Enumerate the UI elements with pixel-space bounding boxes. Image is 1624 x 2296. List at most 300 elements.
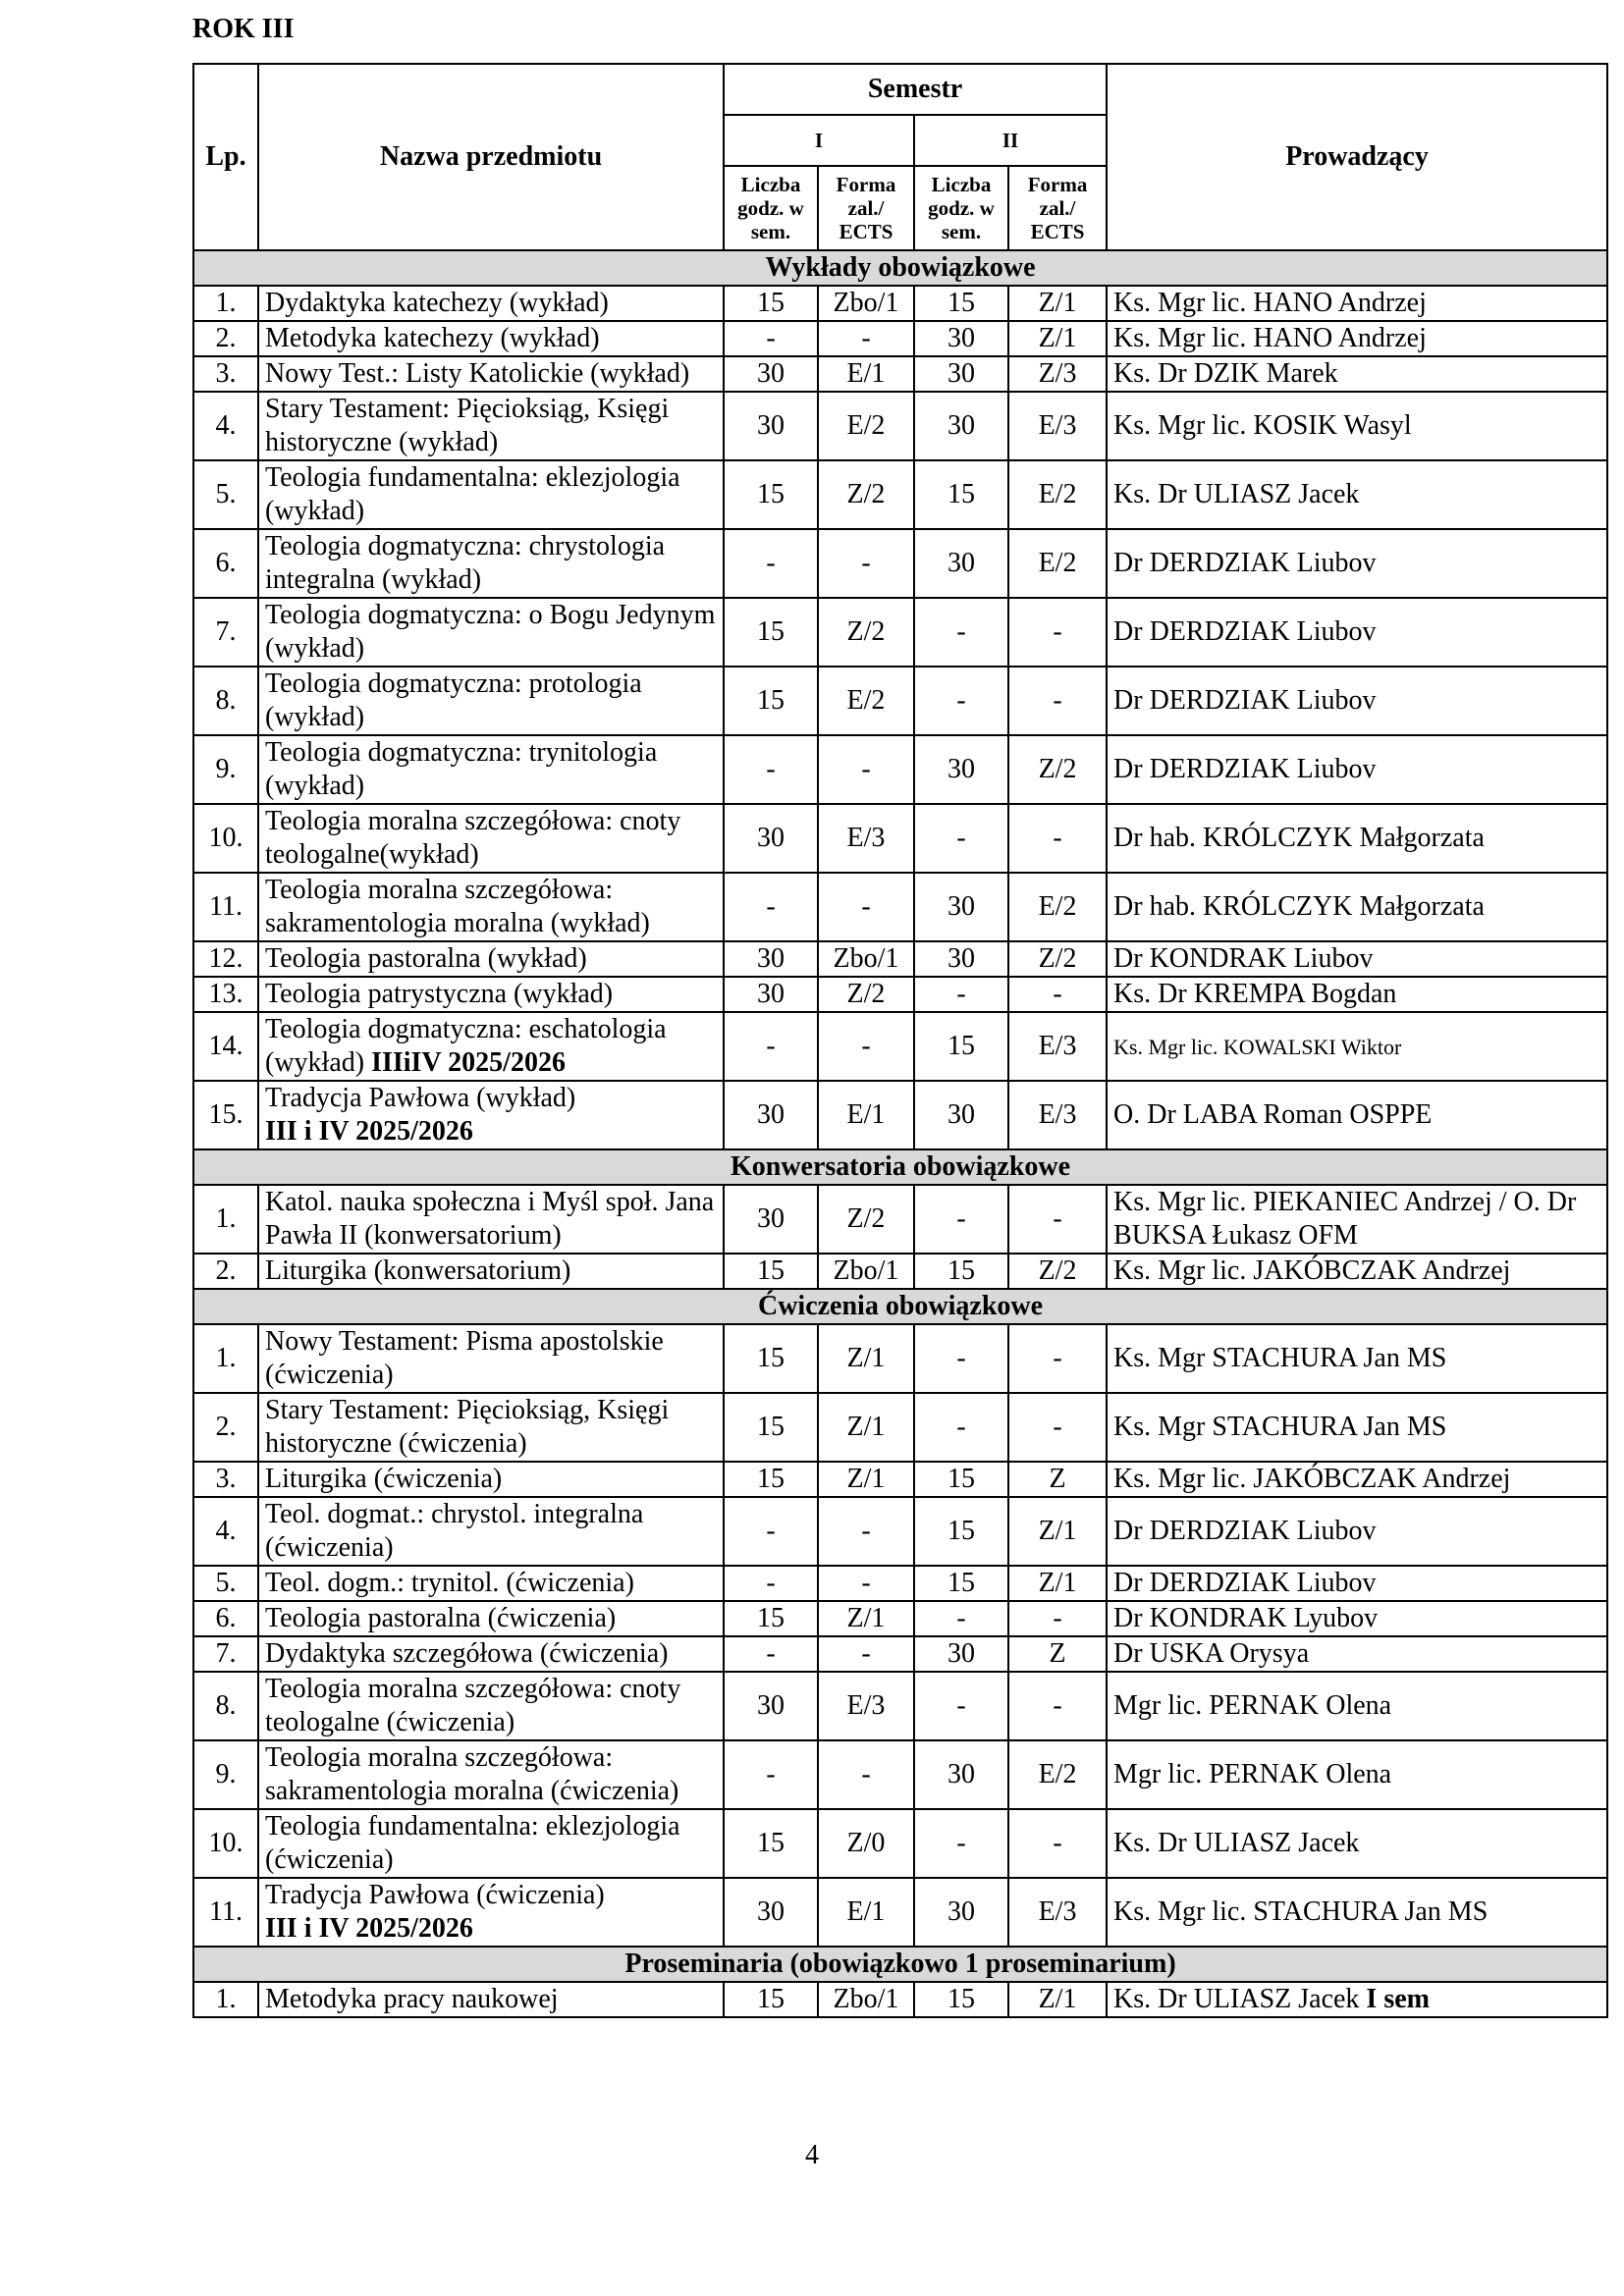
sem1-form: - [818, 1497, 914, 1566]
course-name-cell [258, 1012, 724, 1081]
header-semestr: Semestr [724, 64, 1107, 115]
course-name-cell [258, 1636, 724, 1672]
lecturer-cell [1107, 1185, 1607, 1254]
lecturer-cell [1107, 1324, 1607, 1393]
sem1-hours: - [724, 321, 818, 356]
table-row [193, 1324, 1607, 1393]
sem2-form: - [1008, 804, 1107, 873]
sem2-form: Z [1008, 1462, 1107, 1497]
sem2-hours: - [914, 1809, 1008, 1878]
lecturer-cell [1107, 1393, 1607, 1462]
sem2-hours: 30 [914, 873, 1008, 941]
sem2-form: Z [1008, 1636, 1107, 1672]
table-row [193, 286, 1607, 321]
sem1-form: Z/2 [818, 460, 914, 529]
sem1-form: Z/1 [818, 1324, 914, 1393]
sem2-hours: - [914, 1601, 1008, 1636]
course-name-cell [258, 321, 724, 356]
course-name-cell [258, 1185, 724, 1254]
lecturer-name: Dr DERDZIAK Liubov [1113, 1516, 1377, 1546]
lecturer-name: Ks. Mgr lic. PIEKANIEC Andrzej / O. Dr BUKSA Łukasz OFM [1113, 1187, 1577, 1251]
course-name-cell [258, 667, 724, 735]
sem2-form: - [1008, 598, 1107, 667]
sem1-form: E/3 [818, 1672, 914, 1740]
lecturer-name: Ks. Dr ULIASZ Jacek [1113, 479, 1360, 509]
table-row [193, 1462, 1607, 1497]
lecturer-cell [1107, 1740, 1607, 1809]
lecturer-cell [1107, 1672, 1607, 1740]
row-number: 14. [193, 1012, 258, 1081]
table-row [193, 356, 1607, 392]
course-name: Teologia moralna szczegółowa: cnoty teologalne(wykład) [265, 806, 681, 870]
lecturer-name: Ks. Mgr lic. STACHURA Jan MS [1113, 1896, 1489, 1927]
row-number: 11. [193, 873, 258, 941]
lecturer-cell [1107, 529, 1607, 598]
header-sem-1: I [724, 115, 914, 166]
table-row [193, 941, 1607, 977]
lecturer-name: Dr hab. KRÓLCZYK Małgorzata [1113, 891, 1485, 922]
table-row [193, 1740, 1607, 1809]
table-row [193, 873, 1607, 941]
lecturer-name: Dr KONDRAK Lyubov [1113, 1603, 1379, 1633]
lecturer-note: I sem [1366, 1984, 1430, 2014]
lecturer-cell [1107, 286, 1607, 321]
sem1-form: E/1 [818, 1878, 914, 1947]
sem1-hours: 15 [724, 460, 818, 529]
row-number: 9. [193, 735, 258, 804]
sem2-form: Z/2 [1008, 1254, 1107, 1289]
course-name-cell [258, 1566, 724, 1601]
lecturer-cell [1107, 941, 1607, 977]
lecturer-name: Ks. Mgr lic. HANO Andrzej [1113, 323, 1427, 353]
sem1-hours: - [724, 1566, 818, 1601]
lecturer-name: Dr DERDZIAK Liubov [1113, 754, 1377, 784]
course-name: Metodyka katechezy (wykład) [265, 323, 600, 353]
sem2-hours: - [914, 598, 1008, 667]
table-row [193, 392, 1607, 460]
course-name: Teologia moralna szczegółowa: sakramentologia moralna (ćwiczenia) [265, 1742, 679, 1806]
table-row [193, 1878, 1607, 1947]
lecturer-cell [1107, 1601, 1607, 1636]
sem1-hours: 15 [724, 1601, 818, 1636]
course-name: Tradycja Pawłowa (wykład) [265, 1083, 576, 1113]
course-name: Katol. nauka społeczna i Myśl społ. Jana Pawła II (konwersatorium) [265, 1187, 715, 1251]
sem2-hours: 15 [914, 1462, 1008, 1497]
section-title: Wykłady obowiązkowe [193, 250, 1607, 286]
lecturer-cell [1107, 1012, 1607, 1081]
row-number: 3. [193, 1462, 258, 1497]
sem2-form: - [1008, 1324, 1107, 1393]
row-number: 4. [193, 1497, 258, 1566]
sem2-hours: 30 [914, 735, 1008, 804]
course-name-cell [258, 941, 724, 977]
sem2-hours: 15 [914, 460, 1008, 529]
table-row [193, 1185, 1607, 1254]
lecturer-name: Ks. Dr ULIASZ Jacek [1113, 1984, 1360, 2014]
sem1-hours: - [724, 735, 818, 804]
lecturer-cell [1107, 598, 1607, 667]
course-years-note: III i IV 2025/2026 [265, 1913, 473, 1944]
sem2-hours: 30 [914, 529, 1008, 598]
course-name: Teologia dogmatyczna: protologia (wykład) [265, 668, 642, 732]
sem1-form: - [818, 1012, 914, 1081]
sem1-hours: 30 [724, 1081, 818, 1149]
row-number: 10. [193, 1809, 258, 1878]
header-forma-1: Forma zal./ ECTS [818, 166, 914, 250]
lecturer-cell [1107, 873, 1607, 941]
row-number: 10. [193, 804, 258, 873]
course-name: Dydaktyka katechezy (wykład) [265, 288, 609, 318]
sem1-form: - [818, 1636, 914, 1672]
course-name: Nowy Test.: Listy Katolickie (wykład) [265, 358, 690, 389]
course-name: Dydaktyka szczegółowa (ćwiczenia) [265, 1638, 669, 1669]
sem1-form: Z/2 [818, 1185, 914, 1254]
sem1-form: - [818, 1566, 914, 1601]
lecturer-name: Dr DERDZIAK Liubov [1113, 616, 1377, 647]
table-row [193, 1636, 1607, 1672]
sem1-form: E/1 [818, 1081, 914, 1149]
sem1-hours: - [724, 1636, 818, 1672]
lecturer-name: Ks. Mgr STACHURA Jan MS [1113, 1412, 1447, 1442]
header-liczba-1: Liczba godz. w sem. [724, 166, 818, 250]
table-row [193, 529, 1607, 598]
course-name-cell [258, 1982, 724, 2017]
sem2-form: Z/2 [1008, 941, 1107, 977]
sem1-hours: - [724, 1497, 818, 1566]
table-row [193, 1393, 1607, 1462]
sem1-hours: 30 [724, 1878, 818, 1947]
sem1-hours: 15 [724, 1254, 818, 1289]
sem2-form: Z/2 [1008, 735, 1107, 804]
sem1-form: E/2 [818, 667, 914, 735]
sem1-form: E/2 [818, 392, 914, 460]
course-name: Stary Testament: Pięcioksiąg, Księgi historyczne (ćwiczenia) [265, 1395, 670, 1459]
header-forma-2: Forma zal./ ECTS [1008, 166, 1107, 250]
lecturer-cell [1107, 1462, 1607, 1497]
sem1-form: - [818, 1740, 914, 1809]
sem1-form: Z/2 [818, 977, 914, 1012]
page-number: 4 [805, 2140, 819, 2170]
row-number: 5. [193, 1566, 258, 1601]
row-number: 1. [193, 1185, 258, 1254]
sem1-hours: 30 [724, 977, 818, 1012]
lecturer-cell [1107, 1809, 1607, 1878]
sem2-hours: - [914, 977, 1008, 1012]
lecturer-cell [1107, 735, 1607, 804]
course-name-cell [258, 1254, 724, 1289]
lecturer-cell [1107, 321, 1607, 356]
sem1-hours: 30 [724, 1672, 818, 1740]
lecturer-name: Ks. Dr KREMPA Bogdan [1113, 979, 1397, 1009]
sem2-form: - [1008, 1185, 1107, 1254]
course-name: Teologia fundamentalna: eklezjologia (wykład) [265, 462, 680, 526]
lecturer-cell [1107, 1982, 1607, 2017]
sem1-form: E/1 [818, 356, 914, 392]
header-sem-2: II [914, 115, 1107, 166]
section-header-row [193, 1149, 1607, 1185]
course-name: Teologia patrystyczna (wykład) [265, 979, 614, 1009]
course-name-cell [258, 598, 724, 667]
sem2-hours: 30 [914, 392, 1008, 460]
row-number: 2. [193, 1393, 258, 1462]
course-name-cell [258, 1393, 724, 1462]
course-name-cell [258, 529, 724, 598]
sem1-form: Z/1 [818, 1393, 914, 1462]
lecturer-cell [1107, 1497, 1607, 1566]
lecturer-cell [1107, 1566, 1607, 1601]
row-number: 1. [193, 1324, 258, 1393]
table-row [193, 321, 1607, 356]
table-row [193, 1081, 1607, 1149]
sem2-form: E/2 [1008, 873, 1107, 941]
sem2-form: - [1008, 1809, 1107, 1878]
table-row [193, 1809, 1607, 1878]
sem2-form: Z/3 [1008, 356, 1107, 392]
sem2-form: E/2 [1008, 460, 1107, 529]
table-row [193, 1012, 1607, 1081]
sem2-form: Z/1 [1008, 1566, 1107, 1601]
lecturer-name: Ks. Dr ULIASZ Jacek [1113, 1828, 1360, 1858]
course-years-note: IIIiIV 2025/2026 [371, 1047, 566, 1078]
sem1-hours: 30 [724, 1185, 818, 1254]
course-name-cell [258, 286, 724, 321]
lecturer-name: Dr KONDRAK Liubov [1113, 943, 1374, 974]
lecturer-cell [1107, 1254, 1607, 1289]
row-number: 6. [193, 1601, 258, 1636]
course-name-cell [258, 460, 724, 529]
sem2-hours: 30 [914, 1081, 1008, 1149]
sem1-form: Zbo/1 [818, 941, 914, 977]
lecturer-name: Mgr lic. PERNAK Olena [1113, 1759, 1392, 1789]
sem1-hours: 15 [724, 598, 818, 667]
header-nazwa: Nazwa przedmiotu [258, 64, 724, 250]
course-name-cell [258, 977, 724, 1012]
row-number: 3. [193, 356, 258, 392]
course-name-cell [258, 1324, 724, 1393]
sem2-hours: - [914, 1393, 1008, 1462]
table-row [193, 598, 1607, 667]
lecturer-name: Dr hab. KRÓLCZYK Małgorzata [1113, 823, 1485, 853]
section-header-row [193, 1947, 1607, 1982]
sem2-hours: 30 [914, 1740, 1008, 1809]
sem1-form: - [818, 735, 914, 804]
row-number: 11. [193, 1878, 258, 1947]
table-row [193, 804, 1607, 873]
sem1-hours: - [724, 1012, 818, 1081]
sem1-hours: 15 [724, 1324, 818, 1393]
course-name-cell [258, 1081, 724, 1149]
sem2-hours: 15 [914, 1497, 1008, 1566]
sem2-form: E/3 [1008, 1081, 1107, 1149]
sem1-form: Z/1 [818, 1462, 914, 1497]
course-name: Teologia dogmatyczna: trynitologia (wykład) [265, 737, 658, 801]
row-number: 7. [193, 1636, 258, 1672]
course-name: Metodyka pracy naukowej [265, 1984, 559, 2014]
row-number: 9. [193, 1740, 258, 1809]
table-row [193, 460, 1607, 529]
course-years-note: III i IV 2025/2026 [265, 1116, 473, 1147]
course-name: Teologia dogmatyczna: o Bogu Jedynym (wykład) [265, 600, 716, 664]
sem2-form: E/2 [1008, 1740, 1107, 1809]
sem1-form: Zbo/1 [818, 1254, 914, 1289]
sem2-form: E/3 [1008, 392, 1107, 460]
course-name: Stary Testament: Pięcioksiąg, Księgi historyczne (wykład) [265, 394, 670, 457]
lecturer-cell [1107, 1081, 1607, 1149]
course-name-cell [258, 1672, 724, 1740]
header-lp: Lp. [193, 64, 258, 250]
sem2-hours: 30 [914, 321, 1008, 356]
sem1-form: Zbo/1 [818, 286, 914, 321]
lecturer-name: Ks. Mgr lic. KOSIK Wasyl [1113, 410, 1412, 441]
sem1-form: Z/0 [818, 1809, 914, 1878]
row-number: 1. [193, 286, 258, 321]
section-header-row [193, 1289, 1607, 1324]
row-number: 6. [193, 529, 258, 598]
course-name: Teologia pastoralna (wykład) [265, 943, 587, 974]
row-number: 8. [193, 667, 258, 735]
sem2-hours: - [914, 667, 1008, 735]
sem2-form: Z/1 [1008, 1982, 1107, 2017]
sem2-hours: 15 [914, 286, 1008, 321]
sem2-hours: - [914, 804, 1008, 873]
course-name: Liturgika (ćwiczenia) [265, 1464, 503, 1494]
course-name-cell [258, 1740, 724, 1809]
row-number: 2. [193, 321, 258, 356]
row-number: 12. [193, 941, 258, 977]
course-name-cell [258, 873, 724, 941]
sem2-form: E/3 [1008, 1878, 1107, 1947]
course-name: Teol. dogm.: trynitol. (ćwiczenia) [265, 1568, 634, 1598]
sem1-hours: 15 [724, 667, 818, 735]
sem2-form: E/3 [1008, 1012, 1107, 1081]
sem1-form: Zbo/1 [818, 1982, 914, 2017]
sem1-hours: 30 [724, 392, 818, 460]
row-number: 2. [193, 1254, 258, 1289]
table-row [193, 1254, 1607, 1289]
sem2-hours: 30 [914, 1878, 1008, 1947]
section-header-row [193, 250, 1607, 286]
course-table [192, 63, 1608, 2018]
lecturer-cell [1107, 356, 1607, 392]
sem1-form: - [818, 321, 914, 356]
row-number: 5. [193, 460, 258, 529]
sem2-form: Z/1 [1008, 1497, 1107, 1566]
sem2-form: - [1008, 1393, 1107, 1462]
lecturer-name: Ks. Mgr lic. HANO Andrzej [1113, 288, 1427, 318]
sem2-form: - [1008, 977, 1107, 1012]
table-row [193, 735, 1607, 804]
sem2-hours: 15 [914, 1982, 1008, 2017]
lecturer-cell [1107, 1878, 1607, 1947]
course-name: Nowy Testament: Pisma apostolskie (ćwiczenia) [265, 1326, 664, 1390]
lecturer-cell [1107, 667, 1607, 735]
sem1-form: - [818, 873, 914, 941]
sem2-hours: 30 [914, 356, 1008, 392]
row-number: 8. [193, 1672, 258, 1740]
course-name: Teologia dogmatyczna: eschatologia (wykład) [265, 1014, 667, 1078]
sem1-hours: 15 [724, 1809, 818, 1878]
course-name: Teologia dogmatyczna: chrystologia integralna (wykład) [265, 531, 666, 595]
lecturer-cell [1107, 460, 1607, 529]
header-prowadzacy: Prowadzący [1107, 64, 1607, 250]
sem1-form: E/3 [818, 804, 914, 873]
lecturer-cell [1107, 1636, 1607, 1672]
lecturer-cell [1107, 392, 1607, 460]
sem1-form: Z/1 [818, 1601, 914, 1636]
course-name-cell [258, 1497, 724, 1566]
course-name-cell [258, 804, 724, 873]
sem1-form: - [818, 529, 914, 598]
sem1-hours: 15 [724, 1982, 818, 2017]
table-row [193, 1672, 1607, 1740]
header-liczba-2: Liczba godz. w sem. [914, 166, 1008, 250]
course-name: Teologia pastoralna (ćwiczenia) [265, 1603, 617, 1633]
sem1-form: Z/2 [818, 598, 914, 667]
lecturer-name: Dr USKA Orysya [1113, 1638, 1310, 1669]
lecturer-name: O. Dr LABA Roman OSPPE [1113, 1099, 1433, 1130]
course-name-cell [258, 735, 724, 804]
course-name: Teologia moralna szczegółowa: cnoty teologalne (ćwiczenia) [265, 1674, 681, 1737]
sem2-form: Z/1 [1008, 286, 1107, 321]
row-number: 13. [193, 977, 258, 1012]
sem2-hours: 15 [914, 1566, 1008, 1601]
course-name-cell [258, 1601, 724, 1636]
sem2-hours: - [914, 1324, 1008, 1393]
lecturer-cell [1107, 804, 1607, 873]
course-name-cell [258, 392, 724, 460]
sem1-hours: 15 [724, 1393, 818, 1462]
sem2-form: - [1008, 667, 1107, 735]
sem1-hours: 30 [724, 941, 818, 977]
sem2-form: - [1008, 1672, 1107, 1740]
lecturer-name: Dr DERDZIAK Liubov [1113, 1568, 1377, 1598]
sem1-hours: - [724, 873, 818, 941]
table-row [193, 1566, 1607, 1601]
course-name: Teol. dogmat.: chrystol. integralna (ćwiczenia) [265, 1499, 644, 1563]
page-heading: ROK III [192, 14, 295, 44]
sem1-hours: 30 [724, 356, 818, 392]
table-row [193, 1601, 1607, 1636]
table-row [193, 1497, 1607, 1566]
course-name-cell [258, 356, 724, 392]
row-number: 4. [193, 392, 258, 460]
lecturer-name: Ks. Mgr lic. KOWALSKI Wiktor [1113, 1034, 1402, 1059]
sem2-hours: - [914, 1672, 1008, 1740]
course-name: Liturgika (konwersatorium) [265, 1255, 571, 1286]
sem2-hours: 15 [914, 1012, 1008, 1081]
sem2-form: Z/1 [1008, 321, 1107, 356]
table-row [193, 977, 1607, 1012]
row-number: 7. [193, 598, 258, 667]
table-row [193, 1982, 1607, 2017]
course-name: Tradycja Pawłowa (ćwiczenia) [265, 1880, 605, 1910]
sem1-hours: - [724, 1740, 818, 1809]
sem2-hours: 30 [914, 1636, 1008, 1672]
row-number: 15. [193, 1081, 258, 1149]
section-title: Konwersatoria obowiązkowe [193, 1149, 1607, 1185]
table-body [193, 250, 1607, 2017]
sem2-form: E/2 [1008, 529, 1107, 598]
sem1-hours: 15 [724, 286, 818, 321]
sem1-hours: - [724, 529, 818, 598]
row-number: 1. [193, 1982, 258, 2017]
course-name: Teologia moralna szczegółowa: sakramentologia moralna (wykład) [265, 875, 650, 938]
sem1-hours: 30 [724, 804, 818, 873]
table-header [193, 64, 1607, 250]
lecturer-name: Ks. Mgr lic. JAKÓBCZAK Andrzej [1113, 1464, 1511, 1494]
sem2-hours: - [914, 1185, 1008, 1254]
section-title: Ćwiczenia obowiązkowe [193, 1289, 1607, 1324]
